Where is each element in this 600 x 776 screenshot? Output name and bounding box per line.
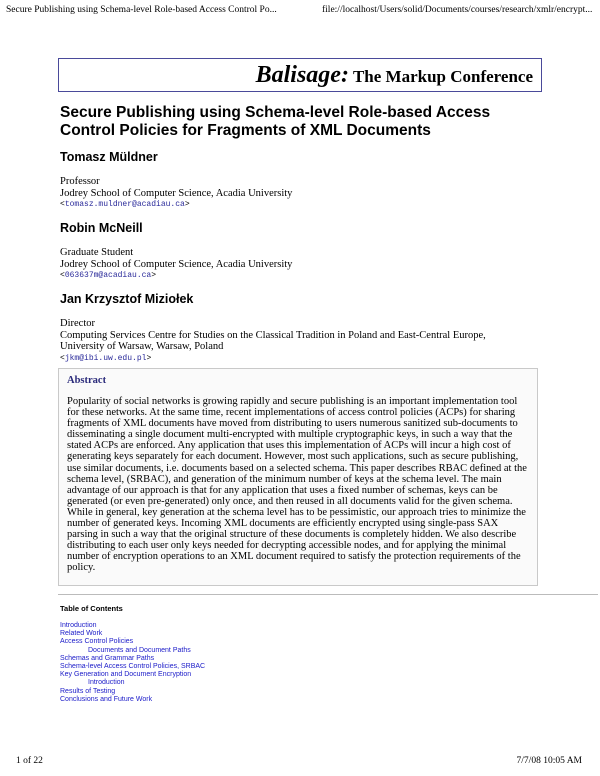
- abstract-text: Popularity of social networks is growing rapidly and secure publishing is an important implementation tool for these networks. At the same time, recent implementations of access control policies (ACPs) for sharing fragments of XML documents have moved from distributing to users numerous sanitized sub-documents to disseminating a single document multi-encrypted with multiple cryptographic keys, in such a way that the stated ACPs are enforced. Any application that uses this implementation of ACPs will incur a high cost of generating keys separately for each document. However, most such applications, such as secure publishing, use similar documents, i.e. documents based on a selected schema. This paper describes RBAC defined at the schema level, (SRBAC), and generation of the minimum number of keys at the schema level. The main advantage of our approach is that for any application that uses a fixed number of schemas, keys can be generated (or even pre-generated) only once, and then reused in all documents valid for the given schema. While in general, key generation at the schema level has to be pessimistic, our approach tries to minimize the number of generated keys. Incoming XML documents are efficiently encrypted using single-pass SAX parsing in such a way that the original structure of these documents is completely hidden. We also describe distributing to each user only keys needed for decrypting accessible nodes, and for applying the minimal number of encryption operations to an XML document required to satisfy the protection requirements of the policy.: [67, 396, 527, 574]
- toc-item: [60, 663, 205, 671]
- print-header: [6, 5, 594, 19]
- toc-list: [60, 622, 205, 704]
- toc-item: [60, 647, 205, 655]
- author-email: <jkm@ibi.uw.edu.pl>: [60, 353, 152, 363]
- toc-item: [60, 622, 205, 630]
- author-email-link[interactable]: jkm@ibi.uw.edu.pl: [64, 353, 147, 363]
- toc-link[interactable]: Results of Testing: [60, 687, 116, 695]
- author-affiliation: [60, 176, 550, 211]
- toc-link[interactable]: Key Generation and Document Encryption: [60, 671, 192, 679]
- toc-link[interactable]: Related Work: [60, 630, 103, 638]
- author-affiliation: [60, 318, 550, 364]
- toc-item: [60, 688, 205, 696]
- abstract-heading: Abstract: [67, 375, 107, 386]
- author-affiliation: [60, 247, 550, 282]
- banner-subtitle: The Markup Conference: [352, 67, 533, 86]
- toc-item: [60, 630, 205, 638]
- toc-item: [60, 679, 205, 687]
- toc-link[interactable]: Introduction: [60, 622, 97, 629]
- page-number: 1 of 22: [16, 756, 43, 766]
- print-timestamp: 7/7/08 10:05 AM: [516, 756, 582, 766]
- author-email-link[interactable]: tomasz.muldner@acadiau.ca: [64, 200, 185, 209]
- paper-title: Secure Publishing using Schema-level Role-based Access Control Policies for Fragments of XML Documents: [60, 104, 491, 139]
- author-name: Robin McNeill: [60, 221, 143, 235]
- print-header-title: Secure Publishing using Schema-level Role-based Access Control Po...: [6, 5, 277, 15]
- author-institution: Computing Services Centre for Studies on the Classical Tradition in Poland and East-Central Europe,: [60, 329, 486, 341]
- toc-divider: [58, 594, 598, 595]
- author-institution: Jodrey School of Computer Science, Acadia University: [60, 258, 293, 270]
- author-institution-2: University of Warsaw, Warsaw, Poland: [60, 341, 224, 352]
- conference-banner[interactable]: [58, 58, 542, 92]
- author-institution: Jodrey School of Computer Science, Acadia University: [60, 187, 293, 199]
- toc-link[interactable]: Introduction: [88, 679, 125, 687]
- author-name: Tomasz Müldner: [60, 150, 158, 164]
- author-role: Director: [60, 318, 95, 329]
- print-header-url: file://localhost/Users/solid/Documents/courses/research/xmlr/encrypt...: [322, 5, 593, 15]
- toc-link[interactable]: Schemas and Grammar Paths: [60, 654, 155, 662]
- author-email: <tomasz.muldner@acadiau.ca>: [60, 200, 190, 209]
- author-email-link[interactable]: 063637m@acadiau.ca: [64, 271, 152, 280]
- author-role: Professor: [60, 176, 100, 187]
- toc-item: [60, 655, 205, 663]
- banner-brand: Balisage:: [255, 62, 349, 88]
- toc-link[interactable]: Documents and Document Paths: [88, 646, 191, 654]
- abstract-box: [58, 368, 538, 586]
- author-name: Jan Krzysztof Miziołek: [60, 292, 194, 306]
- toc-link[interactable]: Access Control Policies: [60, 638, 134, 646]
- author-email: <063637m@acadiau.ca>: [60, 271, 157, 280]
- toc-link[interactable]: Schema-level Access Control Policies, SRBAC: [60, 663, 206, 671]
- toc-item: [60, 671, 205, 679]
- toc-link[interactable]: Conclusions and Future Work: [60, 695, 153, 703]
- toc-heading: Table of Contents: [60, 604, 123, 613]
- toc-item: [60, 638, 205, 646]
- author-role: Graduate Student: [60, 247, 134, 258]
- toc-item: [60, 696, 205, 704]
